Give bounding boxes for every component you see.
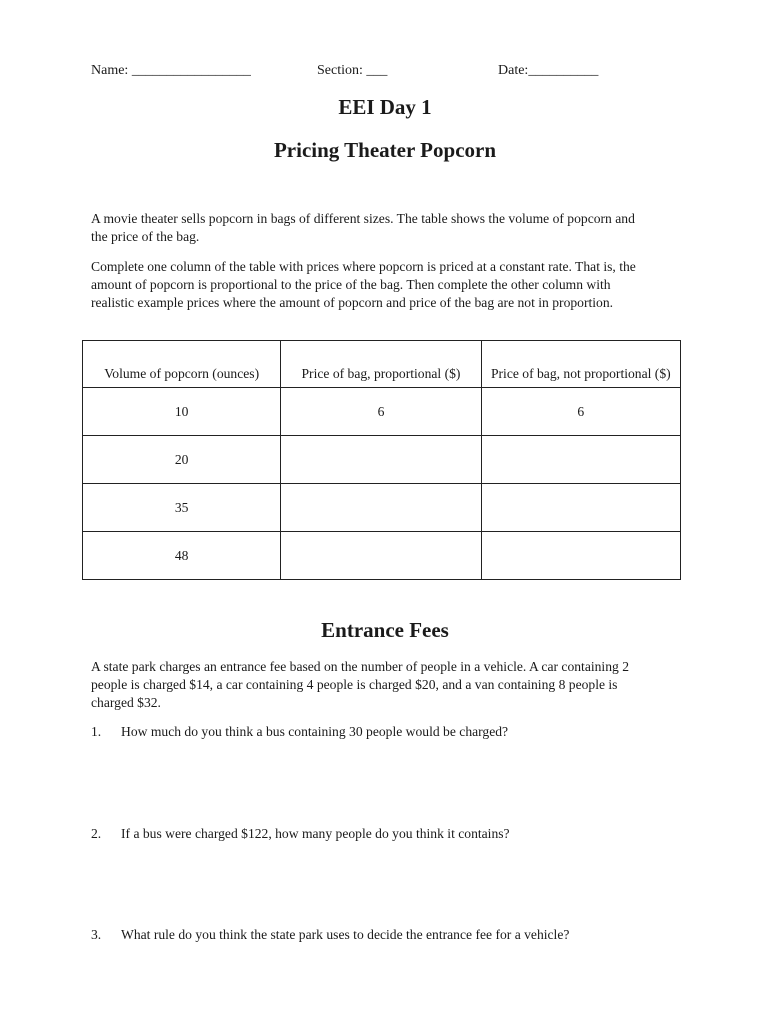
popcorn-section-title: Pricing Theater Popcorn	[273, 138, 497, 162]
date-field: Date:__________	[498, 63, 599, 78]
nonproportional-price-cell[interactable]	[481, 532, 680, 580]
table-row	[83, 436, 681, 484]
volume-cell: 20	[83, 436, 281, 484]
proportional-price-cell[interactable]	[281, 436, 481, 484]
table-row	[83, 484, 681, 532]
name-field: Name: _________________	[91, 63, 251, 78]
popcorn-intro-paragraph: A movie theater sells popcorn in bags of different sizes. The table shows the volume of popcorn and the price of the bag.	[91, 211, 635, 244]
proportional-price-cell[interactable]	[281, 484, 481, 532]
entrance-fees-title: Entrance Fees	[321, 618, 449, 642]
question-text: If a bus were charged $122, how many people do you think it contains?	[121, 826, 510, 841]
document-title: EEI Day 1	[338, 95, 432, 119]
question-2	[91, 826, 510, 842]
volume-cell: 10	[83, 388, 281, 436]
header-row	[0, 63, 770, 83]
entrance-fees-paragraph: A state park charges an entrance fee based on the number of people in a vehicle. A car containing 2 people is charged $14, a car containing 4 people is charged $20, and a van containing 8 people is charged $32.	[91, 659, 630, 710]
table-header-row	[83, 341, 681, 388]
section-field: Section: ___	[317, 63, 388, 78]
question-number: 2.	[91, 826, 102, 841]
nonproportional-price-cell[interactable]	[481, 484, 680, 532]
proportional-price-cell[interactable]	[281, 532, 481, 580]
column-header-proportional: Price of bag, proportional ($)	[281, 341, 481, 388]
question-text: How much do you think a bus containing 30 people would be charged?	[121, 724, 509, 739]
question-1	[91, 724, 508, 740]
proportional-price-cell[interactable]: 6	[281, 388, 481, 436]
question-number: 1.	[91, 724, 102, 739]
column-header-volume: Volume of popcorn (ounces)	[83, 341, 281, 388]
question-number: 3.	[91, 927, 102, 942]
question-text: What rule do you think the state park uses to decide the entrance fee for a vehicle?	[121, 927, 570, 942]
nonproportional-price-cell[interactable]: 6	[481, 388, 680, 436]
nonproportional-price-cell[interactable]	[481, 436, 680, 484]
volume-cell: 48	[83, 532, 281, 580]
table-row	[83, 388, 681, 436]
column-header-not-proportional: Price of bag, not proportional ($)	[481, 341, 680, 388]
popcorn-price-table	[82, 340, 681, 580]
question-3	[91, 927, 569, 943]
table-row	[83, 532, 681, 580]
volume-cell: 35	[83, 484, 281, 532]
popcorn-instructions-paragraph: Complete one column of the table with prices where popcorn is priced at a constant rate. That is, the amount of popcorn is proportional to the price of the bag. Then complete the other column with realistic example prices where the amount of popcorn and price of the bag are not in proportion.	[91, 259, 636, 310]
